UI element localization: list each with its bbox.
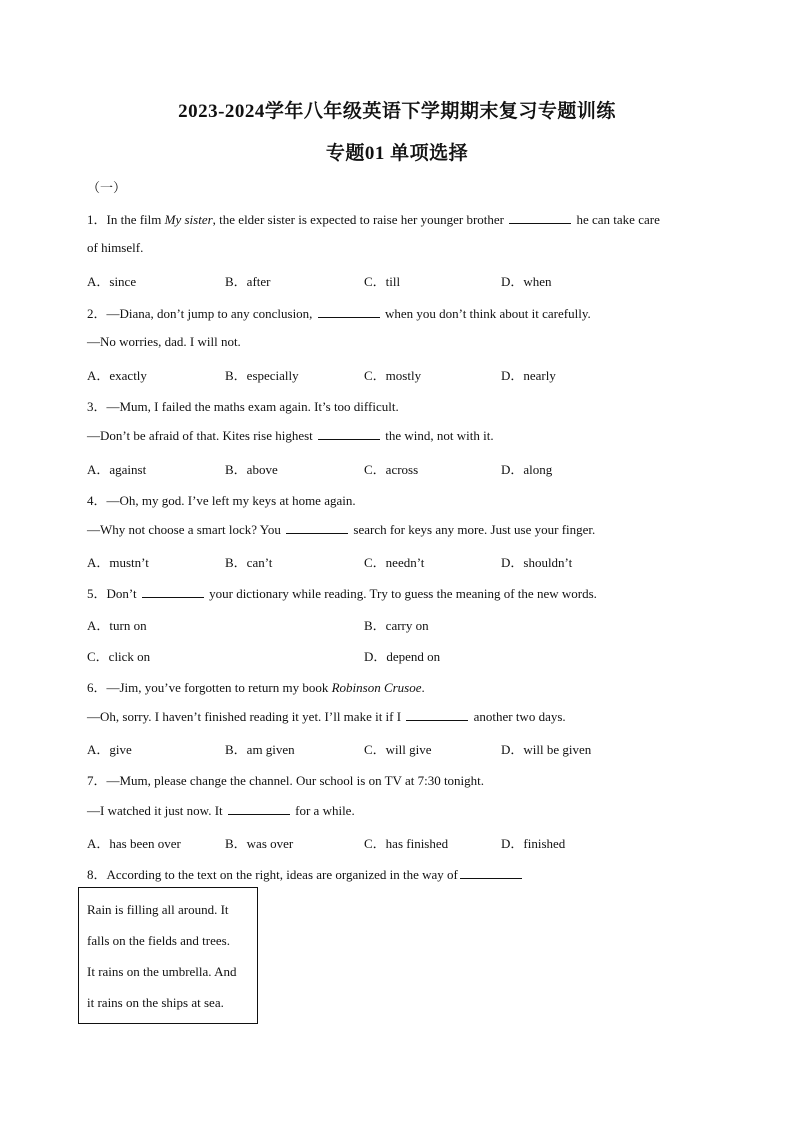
book-title: Robinson Crusoe — [331, 680, 422, 695]
option-a[interactable]: A．mustn’t — [87, 555, 149, 570]
question-6-reply: —Oh, sorry. I haven’t finished reading it yet. I’ll make it if I another two days. — [87, 709, 566, 724]
option-c[interactable]: C．has finished — [364, 836, 449, 851]
question-8: 8．According to the text on the right, ideas are organized in the way of — [87, 864, 524, 883]
option-c[interactable]: C．across — [364, 462, 419, 477]
answer-blank — [406, 708, 468, 721]
option-c[interactable]: C．will give — [364, 742, 432, 757]
answer-blank — [318, 305, 380, 318]
option-a[interactable]: A．turn on — [87, 618, 147, 633]
option-b[interactable]: B．especially — [225, 368, 299, 383]
text-box — [78, 887, 258, 1024]
question-7: 7．—Mum, please change the channel. Our school is on TV at 7:30 tonight. — [87, 773, 485, 788]
question-7-reply: —I watched it just now. It for a while. — [87, 803, 355, 818]
film-title: My sister — [164, 212, 213, 227]
question-1-continued: of himself. — [87, 240, 144, 255]
text-box-line: it rains on the ships at sea. — [87, 995, 224, 1010]
page-subtitle: 专题01 单项选择 — [325, 143, 469, 164]
page-title: 2023-2024学年八年级英语下学期期末复习专题训练 — [178, 101, 616, 122]
option-a[interactable]: A．give — [87, 742, 132, 757]
option-b[interactable]: B．was over — [225, 836, 294, 851]
option-d[interactable]: D．will be given — [501, 742, 592, 757]
option-c[interactable]: C．needn’t — [364, 555, 425, 570]
question-1: 1．In the film My sister, the elder sister is expected to raise her younger brother he can take care — [87, 212, 660, 227]
option-b[interactable]: B．can’t — [225, 555, 273, 570]
question-3: 3．—Mum, I failed the maths exam again. It’s too difficult. — [87, 399, 399, 414]
option-b[interactable]: B．above — [225, 462, 278, 477]
option-d[interactable]: D．finished — [501, 836, 566, 851]
option-a[interactable]: A．against — [87, 462, 147, 477]
option-b[interactable]: B．after — [225, 274, 271, 289]
text-box-line: falls on the fields and trees. — [87, 933, 230, 948]
option-b[interactable]: B．carry on — [364, 618, 429, 633]
answer-blank — [228, 802, 290, 815]
answer-blank — [318, 427, 380, 440]
question-6: 6．—Jim, you’ve forgotten to return my book Robinson Crusoe. — [87, 680, 425, 695]
answer-blank — [509, 211, 571, 224]
question-4: 4．—Oh, my god. I’ve left my keys at home again. — [87, 493, 356, 508]
option-d[interactable]: D．shouldn’t — [501, 555, 573, 570]
option-d[interactable]: D．depend on — [364, 649, 441, 664]
text-box-line: Rain is filling all around. It — [87, 902, 229, 917]
text-box-line: It rains on the umbrella. And — [87, 964, 237, 979]
option-a[interactable]: A．since — [87, 274, 137, 289]
option-d[interactable]: D．nearly — [501, 368, 556, 383]
question-2-reply: —No worries, dad. I will not. — [87, 334, 241, 349]
option-c[interactable]: C．mostly — [364, 368, 422, 383]
question-2: 2．—Diana, don’t jump to any conclusion, when you don’t think about it carefully. — [87, 306, 591, 321]
question-3-reply: —Don’t be afraid of that. Kites rise highest the wind, not with it. — [87, 428, 494, 443]
section-label: （一） — [87, 180, 127, 195]
option-c[interactable]: C．click on — [87, 649, 151, 664]
question-5: 5．Don’t your dictionary while reading. Try to guess the meaning of the new words. — [87, 586, 597, 601]
option-d[interactable]: D．when — [501, 274, 552, 289]
answer-blank — [286, 521, 348, 534]
option-a[interactable]: A．has been over — [87, 836, 181, 851]
answer-blank — [460, 866, 522, 879]
option-d[interactable]: D．along — [501, 462, 553, 477]
answer-blank — [142, 585, 204, 598]
option-b[interactable]: B．am given — [225, 742, 295, 757]
option-a[interactable]: A．exactly — [87, 368, 147, 383]
question-4-reply: —Why not choose a smart lock? You search for keys any more. Just use your finger. — [87, 522, 596, 537]
option-c[interactable]: C．till — [364, 274, 401, 289]
